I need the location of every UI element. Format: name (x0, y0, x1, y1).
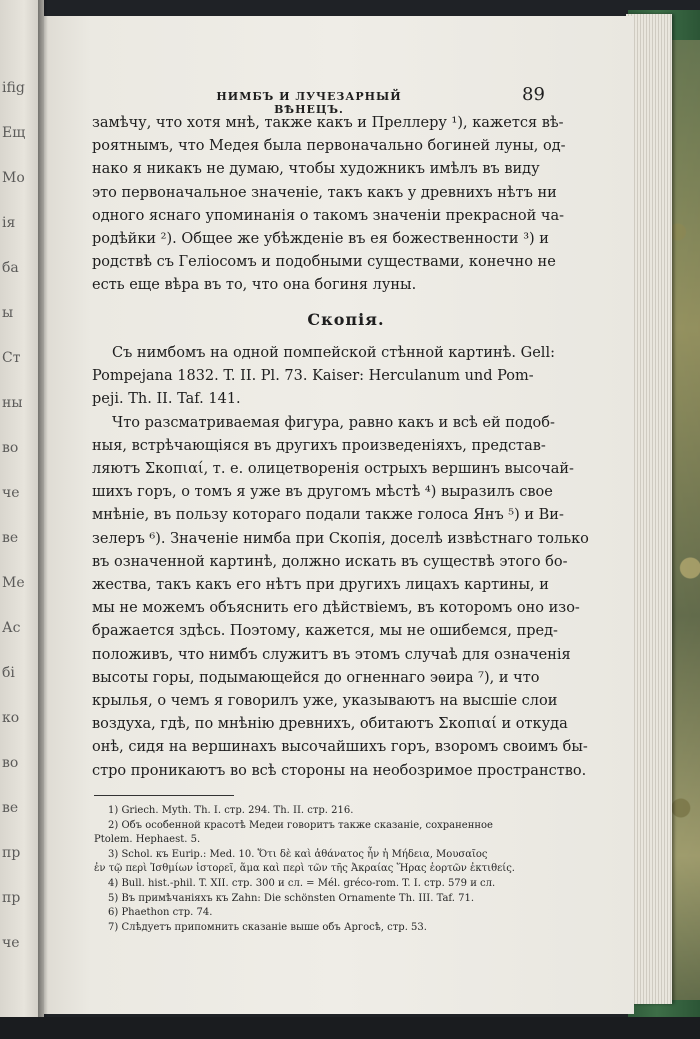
marbled-endpaper (668, 40, 700, 1000)
text-line: мы не можемъ объяснить его дѣйствіемъ, въ которомъ оно изо- (92, 600, 580, 617)
paragraph-2 (92, 342, 600, 783)
text-line: бражается здѣсь. Поэтому, кажется, мы не ошибемся, пред- (92, 623, 558, 640)
text-line: стро проникаютъ во всѣ стороны на необозримое пространство. (92, 762, 587, 779)
footnotes (94, 804, 594, 935)
left-page-fragment: пр (2, 845, 21, 861)
text-line: роятнымъ, что Медея была первоначально богиней луны, од- (92, 138, 566, 155)
text-line: крылья, о чемъ я говорилъ уже, указываютъ на высшіе слои (92, 693, 558, 710)
left-page-fragment: во (2, 440, 19, 456)
footnote-rule (94, 795, 234, 796)
text-line: это первоначальное значеніе, такъ какъ у древнихъ нѣтъ ни (92, 184, 557, 201)
left-page-fragment: че (2, 935, 20, 951)
left-page-fragment: пр (2, 890, 21, 906)
book-page (44, 16, 634, 1014)
left-page-fragment: ны (2, 395, 23, 411)
paragraph-1 (92, 112, 600, 298)
text-line: ляютъ Σκοπιαί, т. е. олицетворенія острыхъ вершинъ высочай- (92, 461, 574, 478)
text-line: шихъ горъ, о томъ я уже въ другомъ мѣстѣ ⁴) выразилъ свое (92, 484, 553, 501)
text-line: одного яснаго упоминанія о такомъ значеніи прекрасной ча- (92, 207, 565, 224)
left-page-fragment: Ст (2, 350, 21, 366)
text-line: Что разсматриваемая фигура, равно какъ и всѣ ей подоб- (112, 414, 555, 431)
left-page-fragment: ы (2, 305, 14, 321)
text-line: положивъ, что нимбъ служитъ въ этомъ случаѣ для означенія (92, 646, 571, 663)
text-line: высоты горы, подымающейся до огненнаго эѳира ⁷), и что (92, 669, 540, 686)
text-line: воздуха, гдѣ, по мнѣнію древнихъ, обитаютъ Σκοπιαί и откуда (92, 716, 568, 733)
footnote: 4) Bull. hist.-phil. T. XII. стр. 300 и сл. = Mél. gréco-rom. T. I. стр. 579 и сл. (108, 877, 496, 889)
left-page-fragment: Ещ (2, 125, 26, 141)
gutter-shadow (38, 0, 48, 1039)
text-line: замѣчу, что хотя мнѣ, также какъ и Преллеру ¹), кажется вѣ- (92, 115, 564, 131)
left-page-fragment: бі (2, 665, 15, 681)
left-page-fragment: ія (2, 215, 16, 231)
text-line: зелеръ ⁶). Значеніе нимба при Скопія, доселѣ извѣстнаго только (92, 530, 589, 547)
footnote: ἐν τῷ περὶ Ἰσθμίων ἱστορεῖ, ἅμα καὶ περὶ τῶν τῆς Ἀκραίας Ἥρας ἑορτῶν ἐκτιθείς. (94, 863, 515, 875)
text-line: онѣ, сидя на вершинахъ высочайшихъ горъ, взоромъ своимъ бы- (92, 739, 588, 756)
left-page-fragment: во (2, 755, 19, 771)
text-line: Съ нимбомъ на одной помпейской стѣнной картинѣ. Gell: (112, 345, 555, 361)
left-page-fragment: ifig (2, 80, 25, 96)
text-line: жества, такъ какъ его нѣтъ при другихъ лицахъ картины, и (92, 577, 549, 594)
left-page-fragment: ве (2, 530, 19, 546)
text-line: есть еще вѣра въ то, что она богиня луны. (92, 277, 417, 294)
footnote: Ptolem. Hephaest. 5. (94, 834, 201, 846)
page-number: 89 (522, 84, 545, 105)
left-page-fragment: че (2, 485, 20, 501)
left-page-fragment: ко (2, 710, 20, 726)
text-line: peji. Th. II. Taf. 141. (92, 391, 241, 408)
footnote: 1) Griech. Myth. Th. I. стр. 294. Th. II. стр. 216. (108, 805, 354, 816)
left-page-fragment: ве (2, 800, 19, 816)
text-line: ныя, встрѣчающіяся въ другихъ произведеніяхъ, представ- (92, 437, 546, 454)
left-page-fragment: Мо (2, 170, 25, 186)
text-line: нако я никакъ не думаю, чтобы художникъ имѣлъ въ виду (92, 161, 540, 178)
left-page-fragment: Ме (2, 575, 25, 591)
footnote: 6) Phaethon стр. 74. (108, 907, 213, 919)
text-line: въ означенной картинѣ, должно искать въ существѣ этого бо- (92, 553, 568, 570)
footnote: 7) Слѣдуетъ припомнить сказаніе выше объ Аргосѣ, стр. 53. (108, 921, 427, 933)
left-page-fragment: ба (2, 260, 19, 276)
section-heading: Скопія. (307, 310, 385, 329)
footnote: 5) Въ примѣчаніяхъ къ Zahn: Die schönsten Ornamente Th. III. Taf. 71. (108, 892, 475, 904)
text-line: мнѣніе, въ пользу котораго подали также голоса Янъ ⁵) и Ви- (92, 507, 564, 524)
left-page-fragment: Ас (2, 620, 21, 636)
table-surface (0, 1017, 700, 1039)
text-line: родствѣ съ Геліосомъ и подобными существами, конечно не (92, 254, 556, 271)
footnote: 2) Объ особенной красотѣ Медеи говоритъ также сказаніе, сохраненное (108, 819, 493, 831)
text-line: родѣйки ²). Общее же убѣжденіе въ ея божественности ³) и (92, 231, 549, 248)
running-head: НИМБЪ И ЛУЧЕЗАРНЫЙ ВѢНЕЦЪ. (216, 90, 402, 116)
text-line: Pompejana 1832. T. II. Pl. 73. Kaiser: Herculanum und Pom- (92, 368, 534, 385)
footnote: 3) Schol. къ Eurip.: Med. 10. Ὅτι δὲ καὶ ἀθάνατος ἦν ἡ Μήδεια, Μουσαῖος (108, 848, 488, 860)
